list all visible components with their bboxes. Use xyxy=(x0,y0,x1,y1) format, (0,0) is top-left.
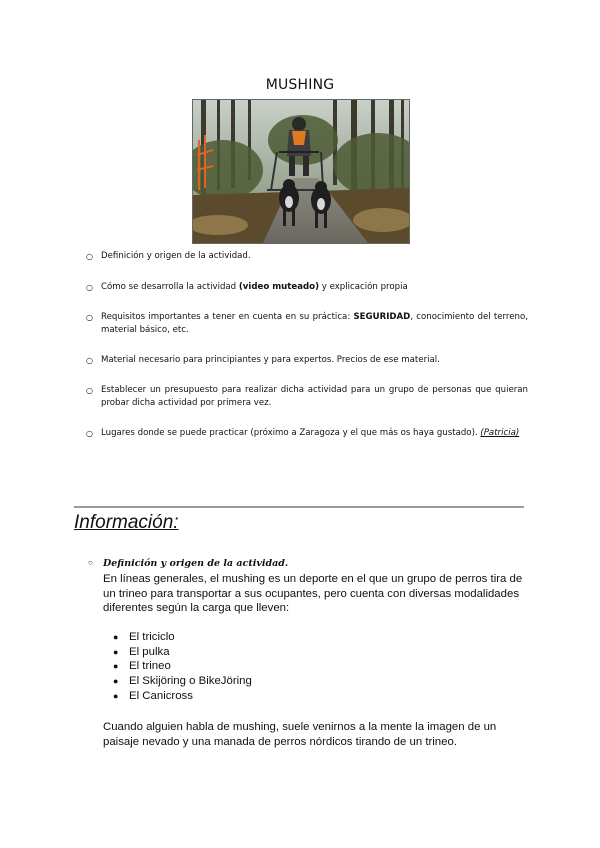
info-heading: Información: xyxy=(74,512,179,533)
task-text: Requisitos importantes a tener en cuenta en su práctica: SEGURIDAD, conocimiento del terreno, material básico, etc. xyxy=(101,312,528,335)
section-subtitle: Definición y origen de la actividad. xyxy=(103,558,289,569)
task-text: Material necesario para principiantes y para expertos. Precios de ese material. xyxy=(101,355,440,365)
hollow-bullet-icon: ○ xyxy=(86,283,93,292)
mushing-photo-illustration xyxy=(193,100,409,243)
bullet-dot-icon: ● xyxy=(113,661,119,672)
task-text: Lugares donde se puede practicar (próximo a Zaragoza y el que más os haya gustado). (Patricia) xyxy=(101,428,520,438)
bullet-dot-icon: ● xyxy=(113,676,119,687)
task-text: Cómo se desarrolla la actividad (video muteado) y explicación propia xyxy=(101,282,408,292)
hollow-bullet-icon: ○ xyxy=(86,429,93,438)
document-title: MUSHING xyxy=(265,77,335,93)
hollow-bullet-icon: ○ xyxy=(88,558,93,567)
closing-paragraph: Cuando alguien habla de mushing, suele venirnos a la mente la imagen de un paisaje nevado y una manada de perros nórdicos tirando de un trineo. xyxy=(103,721,497,748)
hollow-bullet-icon: ○ xyxy=(86,386,93,395)
list-item: ● El pulka xyxy=(113,645,170,658)
list-item: ● El Canicross xyxy=(113,689,193,702)
bullet-dot-icon: ● xyxy=(113,690,119,701)
hollow-bullet-icon: ○ xyxy=(86,356,93,365)
intro-paragraph: En líneas generales, el mushing es un deporte en el que un grupo de perros tira de un trineo para transportar a sus ocupantes, pero cuenta con diversas modalidades diferentes según la carga que lleven: xyxy=(103,573,523,615)
bullet-dot-icon: ● xyxy=(113,632,119,642)
bullet-dot-icon: ● xyxy=(113,646,119,657)
list-item: ● El triciclo xyxy=(113,631,175,643)
task-text: Definición y origen de la actividad. xyxy=(101,251,251,261)
horizontal-divider xyxy=(74,506,524,508)
modality-list xyxy=(113,630,252,704)
hollow-bullet-icon: ○ xyxy=(86,252,93,261)
mushing-photo xyxy=(192,99,410,244)
list-item: ● El Skijöring o BikeJöring xyxy=(113,675,252,688)
task-text: Establecer un presupuesto para realizar dicha actividad para un grupo de personas que quieran probar dicha actividad por primera vez. xyxy=(101,385,528,408)
task-author: (Patricia) xyxy=(480,428,520,438)
list-item: ● El trineo xyxy=(113,660,171,673)
hollow-bullet-icon: ○ xyxy=(86,313,93,322)
